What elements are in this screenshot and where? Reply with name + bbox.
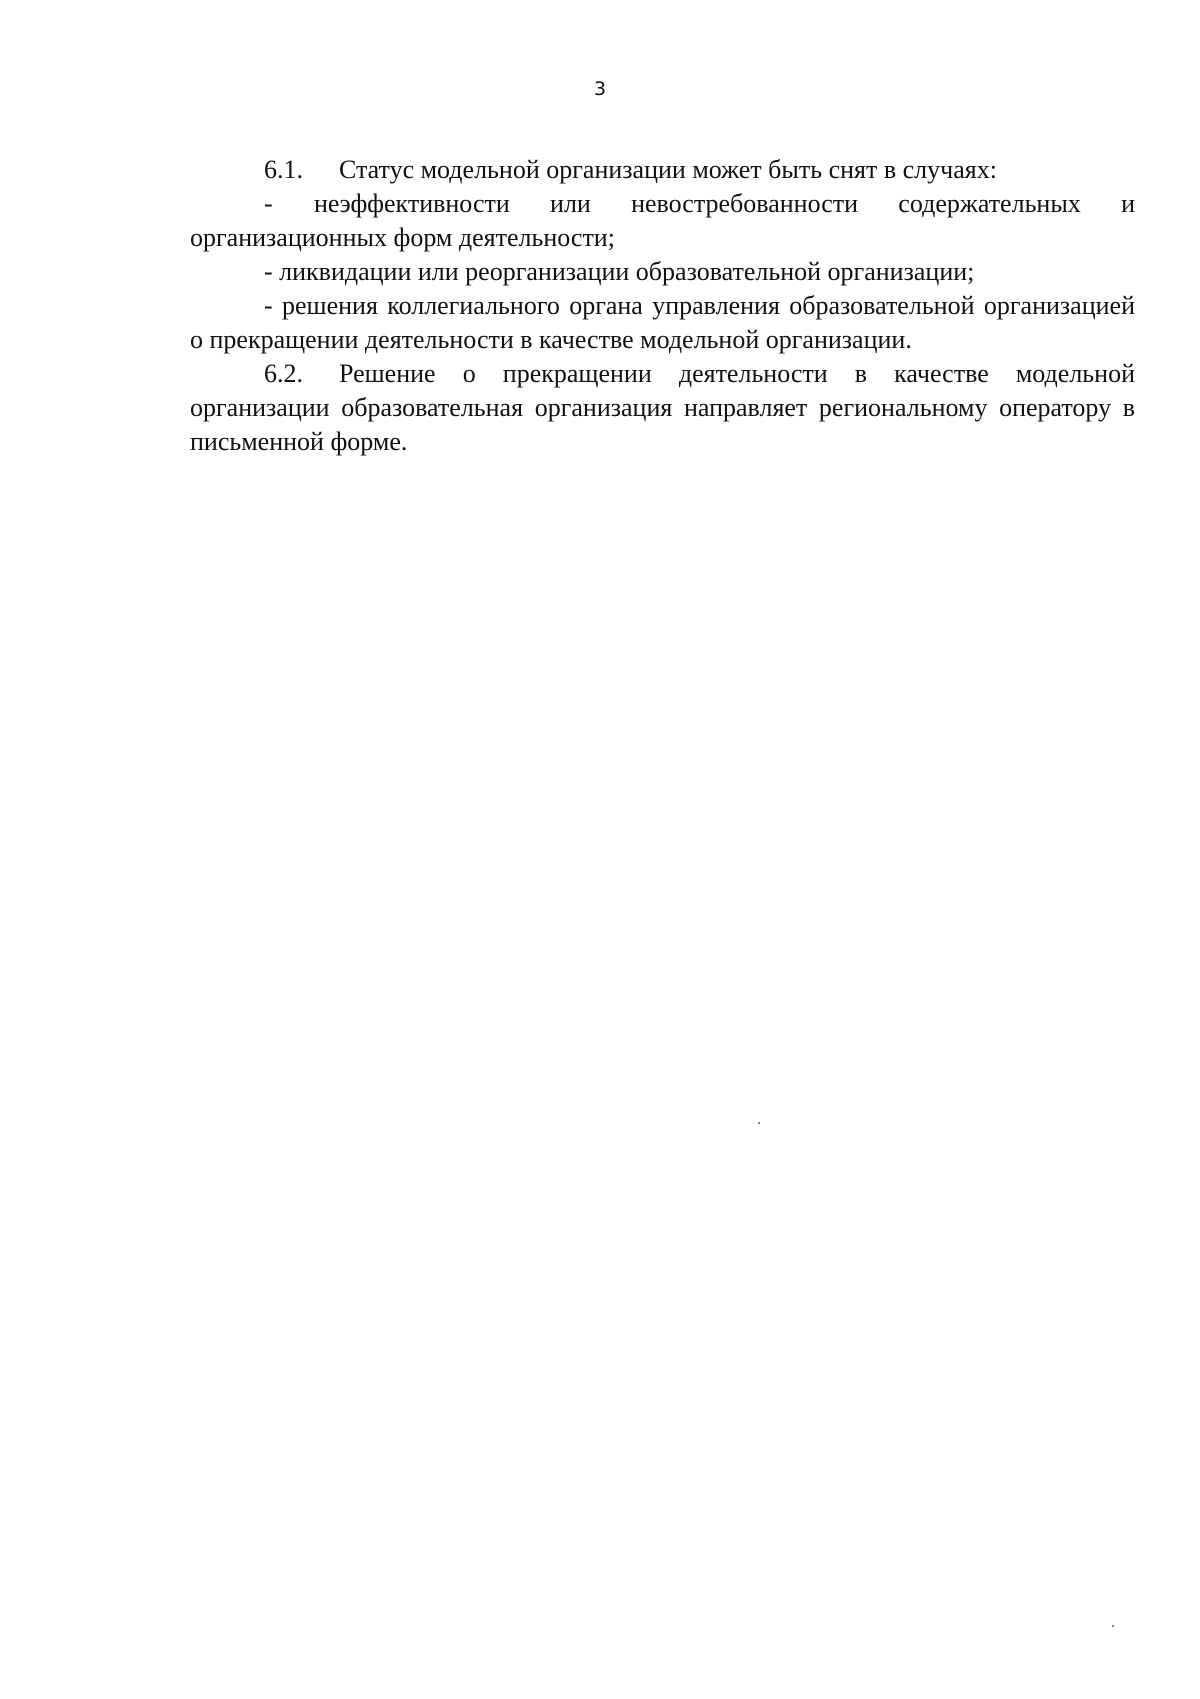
bullet-text: неэффективности или невостребованности содержательных и организационных форм деятельности; <box>190 189 1135 252</box>
section-text: Решение о прекращении деятельности в качестве модельной организации образовательная организация направляет региональному оператору в письменной форме. <box>190 359 1135 456</box>
document-body <box>190 153 1135 459</box>
bullet-text: - ликвидации или реорганизации образовательной организации; <box>264 257 975 286</box>
section-number: 6.2. <box>264 359 303 388</box>
paragraph-6-1 <box>190 153 1135 187</box>
scan-artifact-dot <box>758 1122 760 1124</box>
section-number: 6.1. <box>264 155 303 184</box>
bullet-item-inefficiency <box>190 187 1135 255</box>
scan-artifact-dot <box>1112 1625 1114 1627</box>
paragraph-6-2 <box>190 357 1135 459</box>
bullet-text: - решения коллегиального органа управления образовательной организацией о прекращении деятельности в качестве модельной организации. <box>190 291 1135 354</box>
bullet-item-liquidation <box>190 255 1135 289</box>
section-text: Статус модельной организации может быть снят в случаях: <box>339 155 997 184</box>
bullet-dash: - <box>264 189 273 218</box>
bullet-item-collegial-decision <box>190 289 1135 357</box>
page-number: 3 <box>593 78 607 100</box>
